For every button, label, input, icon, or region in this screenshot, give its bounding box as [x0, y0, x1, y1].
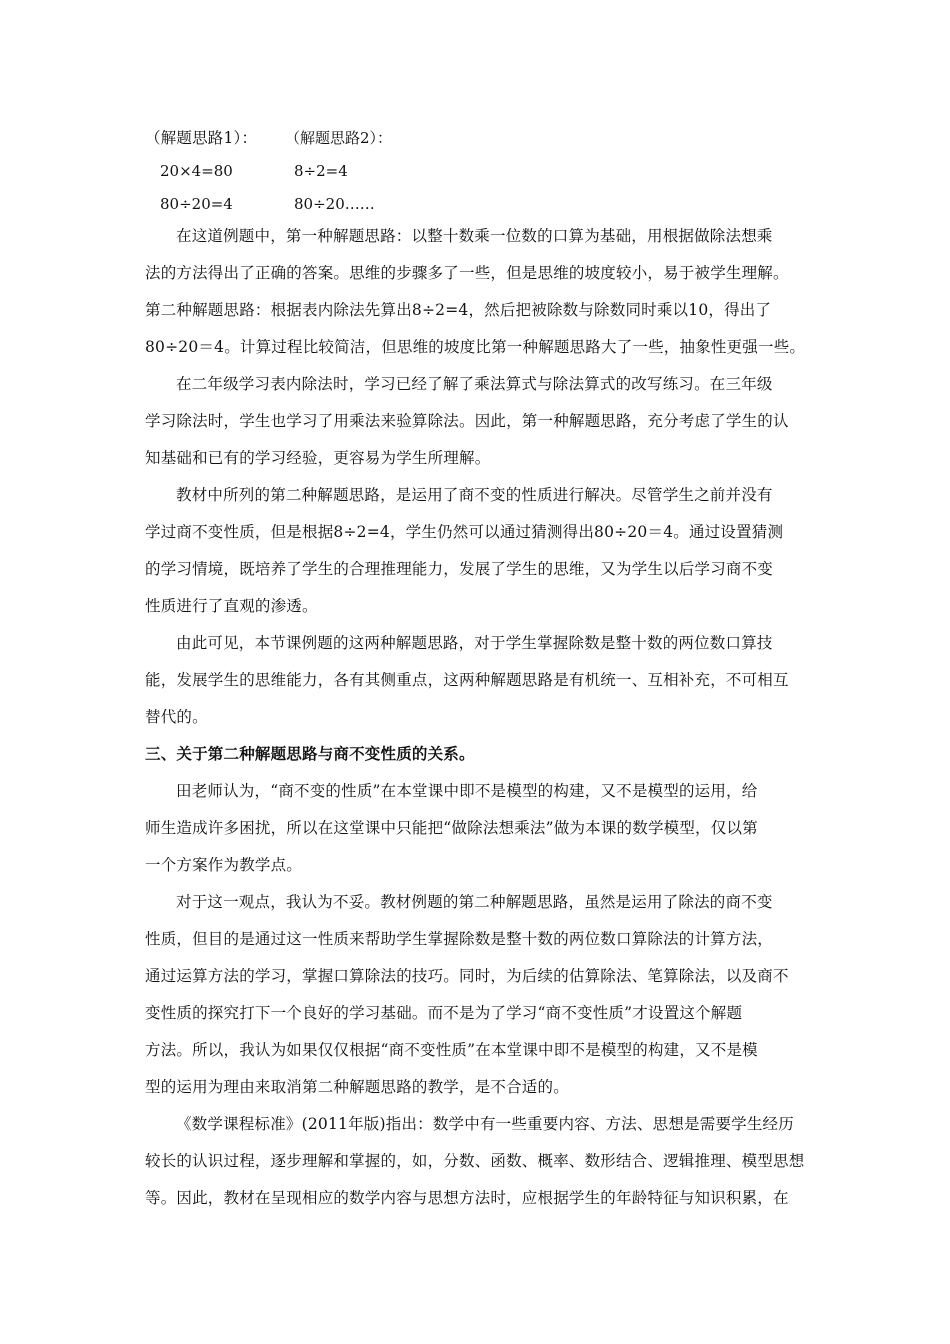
solution-1-header: （解题思路1）：	[145, 129, 258, 147]
paragraph-line: 80÷20＝4。计算过程比较简洁，但思维的坡度比第一种解题思路大了一些，抽象性更强一些。	[145, 338, 806, 356]
paragraph-line: 一个方案作为教学点。	[145, 856, 303, 874]
paragraph-line: 学过商不变性质，但是根据8÷2=4，学生仍然可以通过猜测得出80÷20＝4。通过设置猜测	[145, 523, 784, 541]
section-heading: 三、关于第二种解题思路与商不变性质的关系。	[145, 744, 475, 763]
paragraph-line: 在这道例题中，第一种解题思路：以整十数乘一位数的口算为基础，用根据做除法想乘	[176, 227, 773, 245]
paragraph-line: 的学习情境，既培养了学生的合理推理能力，发展了学生的思维，又为学生以后学习商不变	[145, 560, 774, 578]
solution-1-step-1: 20×4=80	[160, 162, 233, 180]
paragraph-line: 教材中所列的第二种解题思路，是运用了商不变的性质进行解决。尽管学生之前并没有	[176, 486, 773, 504]
solution-2-header: （解题思路2）：	[285, 129, 393, 147]
solution-2-step-2: 80÷20……	[294, 195, 375, 213]
paragraph-line: 《数学课程标准》(2011年版)指出：数学中有一些重要内容、方法、思想是需要学生经历	[176, 1115, 794, 1133]
paragraph-line: 田老师认为，“商不变的性质”在本堂课中即不是模型的构建，又不是模型的运用，给	[176, 782, 758, 800]
paragraph-line: 对于这一观点，我认为不妥。教材例题的第二种解题思路，虽然是运用了除法的商不变	[176, 893, 773, 911]
paragraph-line: 由此可见，本节课例题的这两种解题思路，对于学生掌握除数是整十数的两位数口算技	[176, 634, 773, 652]
paragraph-line: 知基础和已有的学习经验，更容易为学生所理解。	[145, 449, 491, 467]
paragraph-line: 替代的。	[145, 708, 208, 726]
paragraph-line: 能，发展学生的思维能力，各有其侧重点，这两种解题思路是有机统一、互相补充，不可相互	[145, 671, 789, 689]
solution-2-step-1: 8÷2=4	[294, 162, 348, 180]
paragraph-line: 法的方法得出了正确的答案。思维的步骤多了一些，但是思维的坡度较小，易于被学生理解。	[145, 264, 789, 282]
paragraph-line: 性质，但目的是通过这一性质来帮助学生掌握除数是整十数的两位数口算除法的计算方法，	[145, 930, 774, 948]
paragraph-line: 等。因此，教材在呈现相应的数学内容与思想方法时，应根据学生的年龄特征与知识积累，在	[145, 1189, 789, 1207]
paragraph-line: 性质进行了直观的渗透。	[145, 597, 318, 615]
paragraph-line: 变性质的探究打下一个良好的学习基础。而不是为了学习“商不变性质”才设置这个解题	[145, 1004, 743, 1022]
paragraph-line: 第二种解题思路：根据表内除法先算出8÷2=4，然后把被除数与除数同时乘以10，得出了	[145, 301, 772, 319]
solution-1-step-2: 80÷20=4	[160, 195, 233, 213]
paragraph-line: 师生造成许多困扰，所以在这堂课中只能把“做除法想乘法”做为本课的数学模型，仅以第	[145, 819, 758, 837]
paragraph-line: 方法。所以，我认为如果仅仅根据“商不变性质”在本堂课中即不是模型的构建，又不是模	[145, 1041, 758, 1059]
paragraph-line: 通过运算方法的学习，掌握口算除法的技巧。同时，为后续的估算除法、笔算除法，以及商不	[145, 967, 789, 985]
paragraph-line: 学习除法时，学生也学习了用乘法来验算除法。因此，第一种解题思路，充分考虑了学生的认	[145, 412, 789, 430]
paragraph-line: 在二年级学习表内除法时，学习已经了解了乘法算式与除法算式的改写练习。在三年级	[176, 375, 773, 393]
paragraph-line: 型的运用为理由来取消第二种解题思路的教学，是不合适的。	[145, 1078, 569, 1096]
paragraph-line: 较长的认识过程，逐步理解和掌握的，如，分数、函数、概率、数形结合、逻辑推理、模型思想	[145, 1152, 805, 1170]
